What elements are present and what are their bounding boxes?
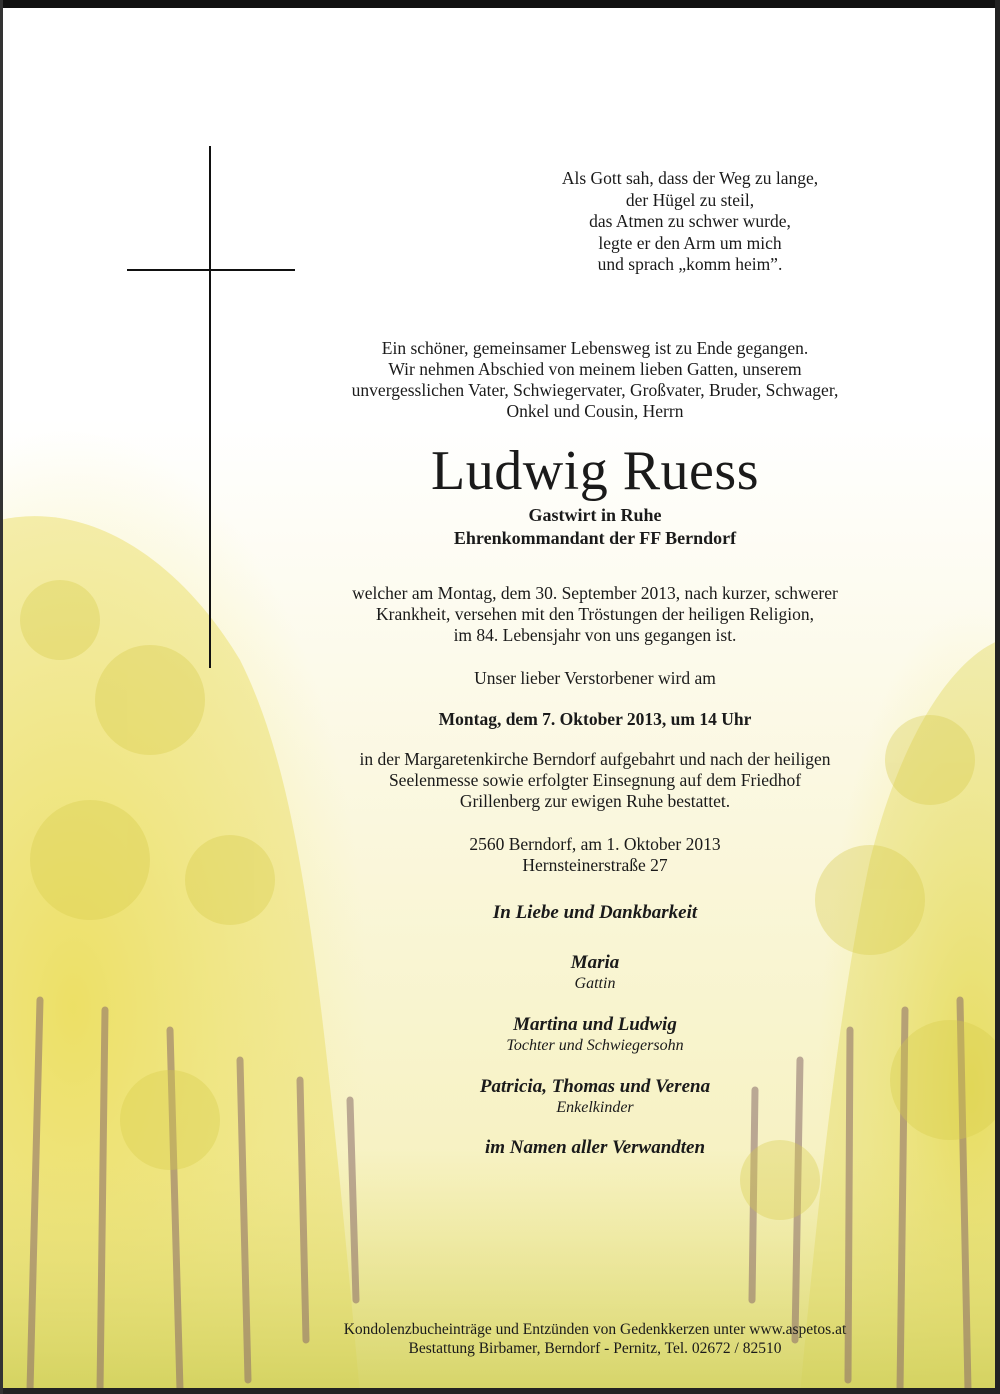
mourners-heading: In Liebe und Dankbarkeit: [492, 902, 698, 923]
death-notice-line: im 84. Lebensjahr von uns gegangen ist.: [453, 625, 737, 645]
funeral-details-line: Seelenmesse sowie erfolgter Einsegnung auf dem Friedhof: [388, 770, 802, 790]
cross-icon-vertical: [209, 146, 211, 668]
scan-border-right: [995, 0, 1000, 1394]
funeral-date: Montag, dem 7. Oktober 2013, um 14 Uhr: [438, 709, 752, 729]
deceased-name: Ludwig Ruess: [431, 440, 759, 502]
poem-line: legte er den Arm um mich: [598, 232, 782, 253]
intro-line: Wir nehmen Abschied von meinem lieben Gatten, unserem: [388, 359, 802, 379]
deceased-titles: [250, 504, 940, 550]
funeral-details-line: in der Margaretenkirche Berndorf aufgebahrt und nach der heiligen: [359, 749, 831, 769]
footer: [230, 1320, 960, 1358]
mourners-closing: im Namen aller Verwandten: [484, 1137, 706, 1158]
family-member: [250, 1013, 940, 1056]
family-member-role: Tochter und Schwiegersohn: [506, 1037, 684, 1054]
funeral-intro: Unser lieber Verstorbener wird am: [474, 668, 716, 688]
cross-icon-horizontal: [127, 269, 295, 271]
intro-line: unvergesslichen Vater, Schwiegervater, Großvater, Bruder, Schwager,: [351, 380, 839, 400]
death-notice-line: welcher am Montag, dem 30. September 2013, nach kurzer, schwerer: [352, 583, 838, 603]
intro-text: [250, 338, 940, 422]
address: [250, 834, 940, 876]
intro-line: Onkel und Cousin, Herrn: [506, 401, 684, 421]
family-member: [250, 951, 940, 994]
intro-line: Ein schöner, gemeinsamer Lebensweg ist zu Ende gegangen.: [381, 338, 809, 358]
family-member-name: Patricia, Thomas und Verena: [479, 1076, 711, 1097]
poem-line: der Hügel zu steil,: [625, 189, 755, 210]
family-member-name: Martina und Ludwig: [513, 1014, 677, 1035]
family-member-role: Enkelkinder: [556, 1099, 634, 1116]
death-notice-line: Krankheit, versehen mit den Tröstungen der heiligen Religion,: [376, 604, 814, 624]
family-member-role: Gattin: [574, 975, 616, 992]
family-member-name: Maria: [570, 952, 620, 973]
funeral-details-line: Grillenberg zur ewigen Ruhe bestattet.: [459, 791, 731, 811]
address-line: 2560 Berndorf, am 1. Oktober 2013: [469, 834, 721, 854]
poem-line: Als Gott sah, dass der Weg zu lange,: [561, 168, 819, 188]
poem-line: das Atmen zu schwer wurde,: [589, 211, 791, 231]
scan-border-top: [0, 0, 1000, 8]
scan-border-bottom: [0, 1388, 1000, 1394]
poem: [430, 168, 950, 276]
address-line: Hernsteinerstraße 27: [522, 855, 668, 875]
family-member: [250, 1075, 940, 1118]
death-notice: [250, 583, 940, 646]
footer-line: Bestattung Birbamer, Berndorf - Pernitz, Tel. 02672 / 82510: [408, 1340, 782, 1357]
deceased-title: Ehrenkommandant der FF Berndorf: [453, 528, 737, 548]
scan-border-left: [0, 0, 3, 1394]
deceased-title: Gastwirt in Ruhe: [528, 505, 662, 525]
poem-line: und sprach „komm heim”.: [597, 254, 783, 274]
funeral-details: [250, 749, 940, 812]
footer-line: Kondolenzbucheinträge und Entzünden von Gedenkkerzen unter www.aspetos.at: [343, 1321, 847, 1338]
